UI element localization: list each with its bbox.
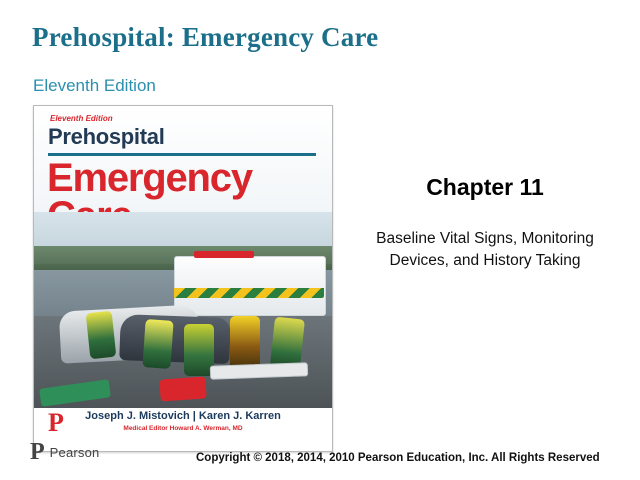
photo-ambulance-lightbar <box>194 251 254 258</box>
book-cover-title-line1: Emergency <box>47 156 252 200</box>
book-cover-authors: Joseph J. Mistovich | Karen J. Karren <box>85 410 281 422</box>
chapter-description: Baseline Vital Signs, Monitoring Devices, and History Taking <box>376 230 594 269</box>
photo-ambulance <box>174 256 326 316</box>
book-cover-editor: Medical Editor Howard A. Werman, MD <box>123 425 243 432</box>
book-cover-image <box>33 105 333 452</box>
pearson-p-glyph: P <box>48 408 64 437</box>
page-title: Prehospital: Emergency Care <box>32 22 379 52</box>
book-cover-brand: Prehospital <box>48 124 165 149</box>
footer-pearson-logo <box>30 440 100 464</box>
photo-responder <box>86 311 117 359</box>
pearson-wordmark: Pearson <box>49 444 100 460</box>
book-cover-edition: Eleventh Edition <box>50 114 113 123</box>
photo-ambulance-stripe <box>174 288 324 298</box>
pearson-mark-icon: P <box>30 439 45 465</box>
book-cover-photo <box>34 212 332 408</box>
photo-crashed-car-dark <box>119 314 231 364</box>
photo-responder <box>142 319 173 369</box>
photo-medical-bag <box>159 376 206 401</box>
copyright-notice: Copyright © 2018, 2014, 2010 Pearson Education, Inc. All Rights Reserved <box>196 452 600 464</box>
chapter-title: Chapter 11 <box>426 174 544 200</box>
edition-subtitle: Eleventh Edition <box>33 76 156 95</box>
